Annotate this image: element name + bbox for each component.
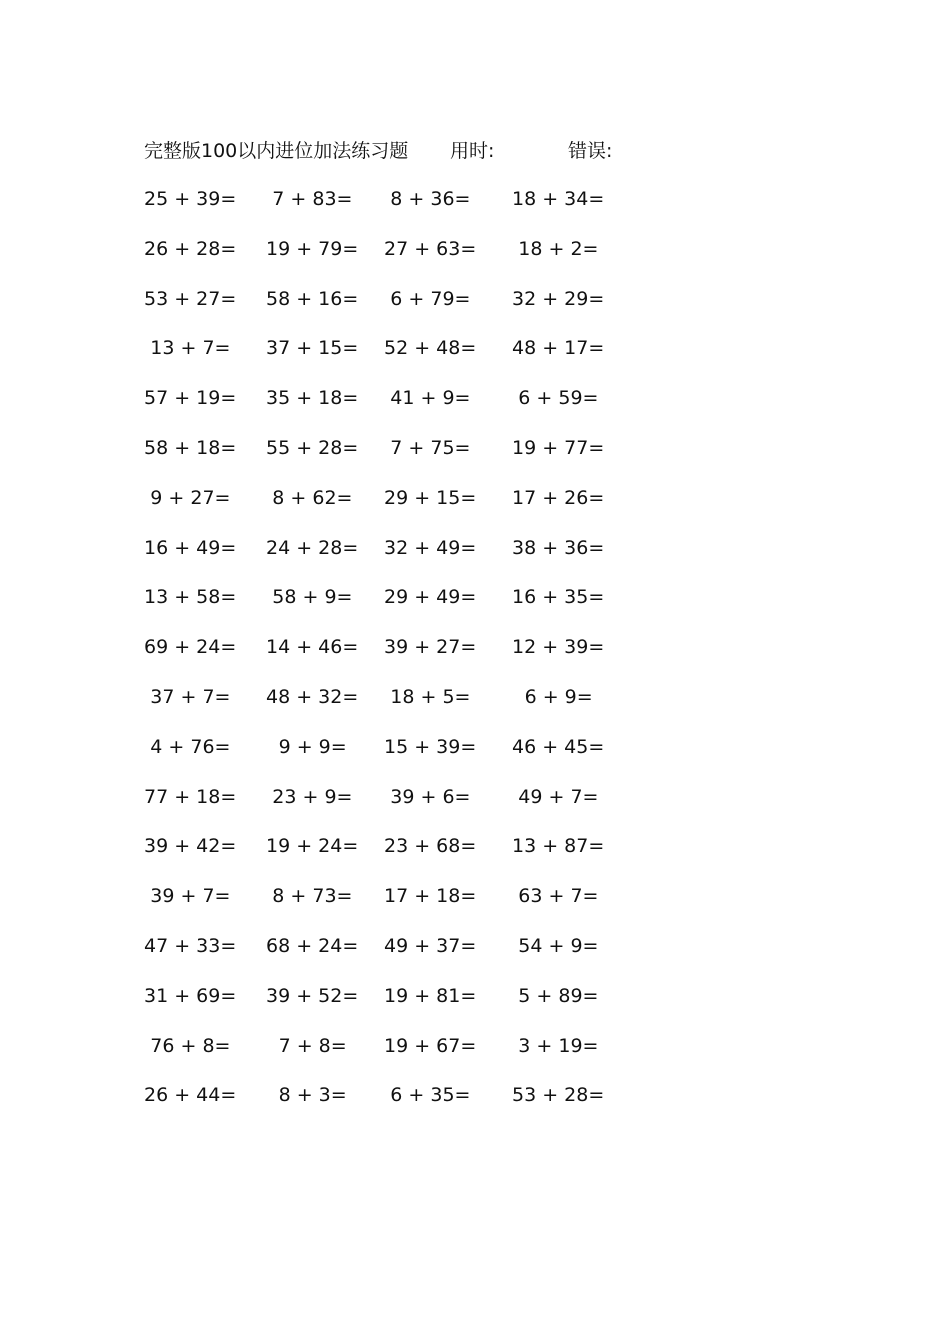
problem-r10-c2: 14 + 46= — [266, 636, 359, 659]
problem-r4-c3: 52 + 48= — [384, 337, 477, 360]
problem-r8-c2: 24 + 28= — [266, 536, 359, 559]
problem-r15-c1: 39 + 7= — [150, 885, 231, 908]
problem-r8-c3: 32 + 49= — [384, 536, 477, 559]
problem-r1-c4: 18 + 34= — [512, 188, 605, 210]
problem-r8-c1: 16 + 49= — [144, 536, 237, 559]
problem-r5-c4: 6 + 59= — [518, 387, 599, 410]
problem-r5-c3: 41 + 9= — [390, 387, 471, 410]
problem-r6-c3: 7 + 75= — [390, 437, 471, 459]
problem-r6-c2: 55 + 28= — [266, 437, 359, 459]
problem-r13-c4: 49 + 7= — [518, 785, 599, 808]
problem-r17-c4: 5 + 89= — [518, 984, 599, 1007]
problem-r6-c4: 19 + 77= — [512, 437, 605, 459]
problem-r2-c4: 18 + 2= — [518, 237, 599, 260]
problem-r17-c3: 19 + 81= — [384, 984, 477, 1007]
problem-r13-c3: 39 + 6= — [390, 785, 471, 808]
problem-r9-c3: 29 + 49= — [384, 586, 477, 609]
problem-r10-c4: 12 + 39= — [512, 636, 605, 659]
problem-r3-c1: 53 + 27= — [144, 287, 237, 310]
problem-r3-c2: 58 + 16= — [266, 287, 359, 310]
problem-r5-c2: 35 + 18= — [266, 387, 359, 410]
problem-r6-c1: 58 + 18= — [144, 437, 237, 459]
problem-r4-c2: 37 + 15= — [266, 337, 359, 360]
problem-r14-c4: 13 + 87= — [512, 835, 605, 858]
problem-r12-c1: 4 + 76= — [150, 735, 231, 758]
problem-r11-c2: 48 + 32= — [266, 686, 359, 708]
problem-r14-c2: 19 + 24= — [266, 835, 359, 858]
problem-r3-c4: 32 + 29= — [512, 287, 605, 310]
problem-r11-c1: 37 + 7= — [150, 686, 231, 708]
problem-r18-c1: 76 + 8= — [150, 1034, 231, 1057]
problem-r14-c1: 39 + 42= — [144, 835, 237, 858]
problem-r3-c3: 6 + 79= — [390, 287, 471, 310]
problem-r16-c2: 68 + 24= — [266, 935, 359, 957]
problem-r5-c1: 57 + 19= — [144, 387, 237, 410]
errors-label: 错误: — [568, 140, 613, 162]
problem-r2-c1: 26 + 28= — [144, 237, 237, 260]
problem-r7-c3: 29 + 15= — [384, 486, 477, 509]
problem-r12-c4: 46 + 45= — [512, 735, 605, 758]
problem-r19-c2: 8 + 3= — [278, 1084, 347, 1107]
problem-r12-c3: 15 + 39= — [384, 735, 477, 758]
problem-r18-c3: 19 + 67= — [384, 1034, 477, 1057]
problem-r17-c2: 39 + 52= — [266, 984, 359, 1007]
problem-r7-c1: 9 + 27= — [150, 486, 231, 509]
problem-r19-c1: 26 + 44= — [144, 1084, 237, 1107]
problem-r9-c1: 13 + 58= — [144, 586, 237, 609]
problem-r2-c3: 27 + 63= — [384, 237, 477, 260]
problem-r11-c3: 18 + 5= — [390, 686, 471, 708]
problem-r16-c4: 54 + 9= — [518, 935, 599, 957]
problem-r1-c2: 7 + 83= — [272, 188, 353, 210]
problem-r16-c1: 47 + 33= — [144, 935, 237, 957]
problem-r7-c4: 17 + 26= — [512, 486, 605, 509]
problem-r15-c4: 63 + 7= — [518, 885, 599, 908]
problem-r13-c2: 23 + 9= — [272, 785, 353, 808]
problem-r8-c4: 38 + 36= — [512, 536, 605, 559]
problem-r19-c4: 53 + 28= — [512, 1084, 605, 1107]
problem-r18-c2: 7 + 8= — [278, 1034, 347, 1057]
problem-r17-c1: 31 + 69= — [144, 984, 237, 1007]
problem-r2-c2: 19 + 79= — [266, 237, 359, 260]
problem-r11-c4: 6 + 9= — [524, 686, 593, 708]
problem-r10-c3: 39 + 27= — [384, 636, 477, 659]
time-label: 用时: — [450, 140, 495, 162]
problem-r19-c3: 6 + 35= — [390, 1084, 471, 1107]
problem-r15-c2: 8 + 73= — [272, 885, 353, 908]
problem-r1-c3: 8 + 36= — [390, 188, 471, 210]
problem-r15-c3: 17 + 18= — [384, 885, 477, 908]
problem-r16-c3: 49 + 37= — [384, 935, 477, 957]
problem-r9-c2: 58 + 9= — [272, 586, 353, 609]
problem-r7-c2: 8 + 62= — [272, 486, 353, 509]
problem-r9-c4: 16 + 35= — [512, 586, 605, 609]
problem-r4-c1: 13 + 7= — [150, 337, 231, 360]
problem-r1-c1: 25 + 39= — [144, 188, 237, 210]
problem-r18-c4: 3 + 19= — [518, 1034, 599, 1057]
problem-r4-c4: 48 + 17= — [512, 337, 605, 360]
problem-r12-c2: 9 + 9= — [278, 735, 347, 758]
worksheet-title: 完整版100以内进位加法练习题 — [144, 140, 409, 162]
problem-r14-c3: 23 + 68= — [384, 835, 477, 858]
problem-r10-c1: 69 + 24= — [144, 636, 237, 659]
problem-r13-c1: 77 + 18= — [144, 785, 237, 808]
